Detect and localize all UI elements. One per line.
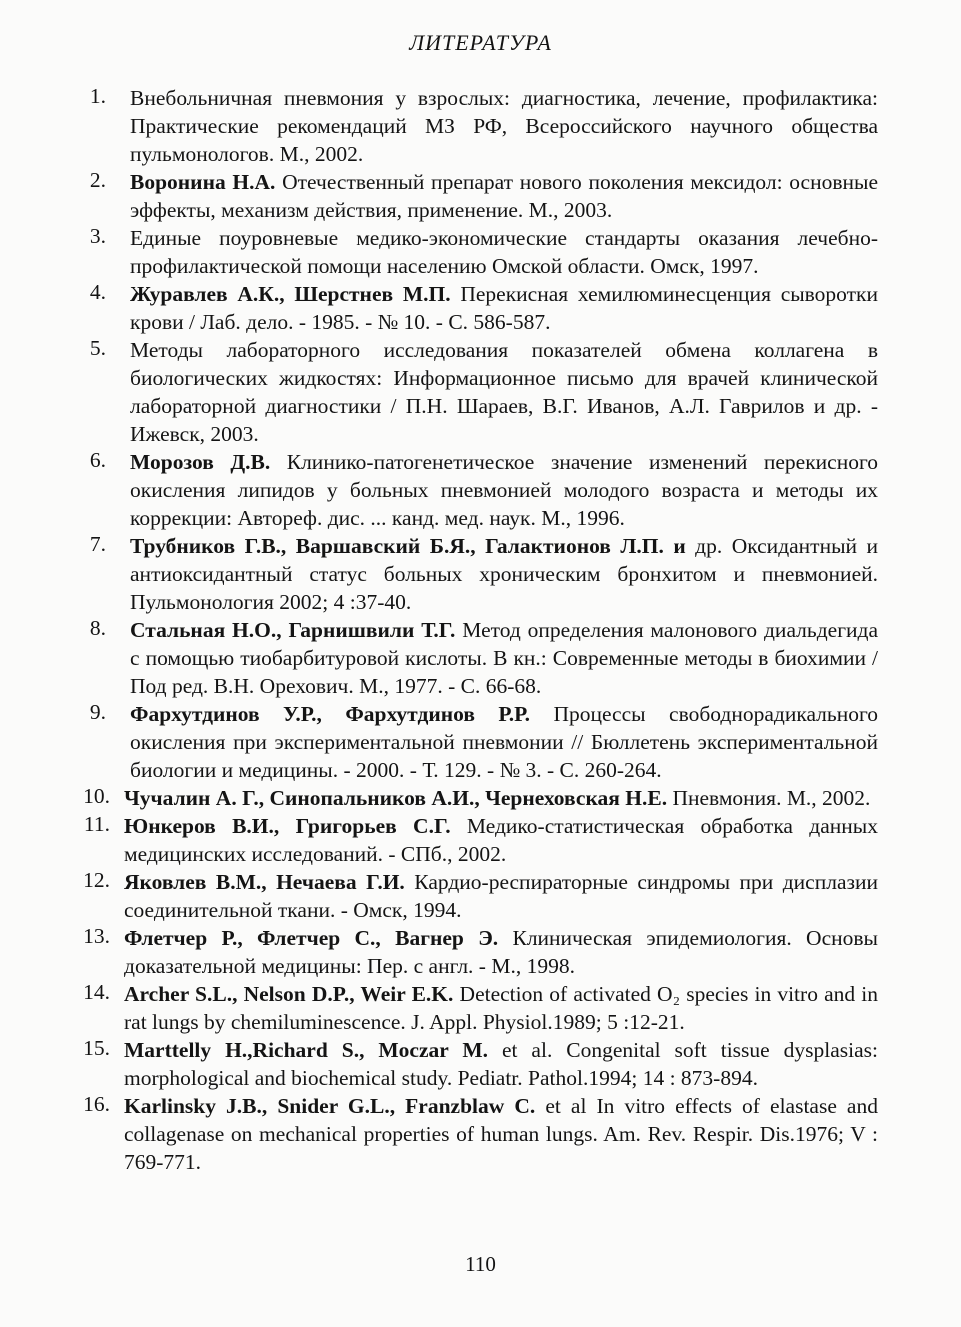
reference-text [130,700,878,784]
reference-item [0,168,961,224]
reference-number: 1. [89,84,106,108]
reference-number: 13. [83,924,110,948]
reference-item [0,224,961,280]
page-title: ЛИТЕРАТУРА [409,30,552,55]
reference-author: Archer S.L., Nelson D.P., Weir E.K. [124,982,454,1006]
reference-author: Морозов Д.В. [130,450,271,474]
reference-text [130,224,878,280]
reference-number: 11. [83,812,110,836]
reference-item [0,1092,961,1176]
reference-body: Внебольничная пневмония у взрослых: диагностика, лечение, профилактика: Практические рекомендаций МЗ РФ, Всероссийского научного общества пульмонологов. М., 2002. [130,86,878,166]
reference-author: Воронина Н.А. [130,170,276,194]
reference-text [124,1036,878,1092]
reference-text [124,1092,878,1176]
reference-author: Яковлев В.М., Нечаева Г.И. [124,870,405,894]
reference-text [124,980,878,1036]
reference-body: et al. Congenital soft tissue dysplasias: morphological and biochemical study. Pediatr. Pathol.1994; 14 : 873-894. [124,1038,878,1090]
reference-number: 14. [83,980,110,1004]
reference-number: 8. [89,616,106,640]
reference-body: Перекисная хемилюминесценция сыворотки крови / Лаб. дело. - 1985. - № 10. - С. 586-587. [130,282,878,334]
reference-author: Marttelly H.,Richard S., Moczar M. [124,1038,489,1062]
reference-body: Клинико-патогенетическое значение изменений перекисного окисления липидов у больных пневмонией молодого возраста и методы их коррекции: Автореф. дис. ... канд. мед. наук. М., 1996. [130,450,878,530]
reference-body: Методы лабораторного исследования показателей обмена коллагена в биологических жидкостях: Информационное письмо для врачей клинической лабораторной диагностики / П.Н. Шараев, В.Г. Иванов, А.Л. Гаврилов и др. - Ижевск, 2003. [130,338,878,446]
reference-author: Чучалин А. Г., Синопальников А.И., Чернеховская Н.Е. [124,786,668,810]
reference-body: Процессы свободнорадикального окисления при экспериментальной пневмонии // Бюллетень экспериментальной биологии и медицины. - 2000. - Т. 129. - № 3. - С. 260-264. [130,702,878,782]
reference-text [124,812,878,868]
reference-author: Трубников Г.В., Варшавский Б.Я., Галактионов Л.П. и [130,534,686,558]
reference-text [130,336,878,448]
reference-text [130,616,878,700]
reference-text [124,868,878,924]
reference-text [130,448,878,532]
reference-number: 12. [83,868,110,892]
reference-item [0,812,961,868]
reference-item [0,980,961,1036]
reference-number: 9. [89,700,106,724]
reference-item [0,532,961,616]
reference-author: Стальная Н.О., Гарнишвили Т.Г. [130,618,456,642]
reference-author: Журавлев А.К., Шерстнев М.П. [130,282,451,306]
reference-number: 2. [89,168,106,192]
reference-number: 16. [83,1092,110,1116]
reference-number: 5. [89,336,106,360]
reference-item [0,616,961,700]
reference-list [0,84,961,1176]
reference-body: Единые поуровневые медико-экономические стандарты оказания лечебно-профилактической помощи населению Омской области. Омск, 1997. [130,226,878,278]
reference-text [130,84,878,168]
reference-item [0,868,961,924]
reference-author: Флетчер Р., Флетчер С., Вагнер Э. [124,926,499,950]
reference-number: 10. [83,784,110,808]
reference-item [0,700,961,784]
reference-text [130,280,878,336]
reference-number: 6. [89,448,106,472]
reference-number: 3. [89,224,106,248]
reference-item [0,336,961,448]
reference-author: Фархутдинов У.Р., Фархутдинов Р.Р. [130,702,531,726]
reference-body: Клиническая эпидемиология. Основы доказательной медицины: Пер. с англ. - М., 1998. [124,926,878,978]
reference-author: Karlinsky J.B., Snider G.L., Franzblaw C. [124,1094,536,1118]
reference-body: Кардио-респираторные синдромы при дисплазии соединительной ткани. - Омск, 1994. [124,870,878,922]
reference-body: Detection of activated O₂ species in vitro and in rat lungs by chemiluminescence. J. Appl. Physiol.1989; 5 :12-21. [124,982,879,1034]
reference-item [0,784,961,812]
reference-author: Юнкеров В.И., Григорьев С.Г. [124,814,451,838]
reference-number: 7. [89,532,106,556]
reference-number: 15. [83,1036,110,1060]
reference-text [130,532,878,616]
reference-item [0,1036,961,1092]
reference-body: Метод определения малонового диальдегида с помощью тиобарбитуровой кислоты. В кн.: Современные методы в биохимии / Под ред. В.Н. Орехович. М., 1977. - С. 66-68. [130,618,878,698]
page-number: 110 [465,1252,496,1276]
reference-body: Пневмония. М., 2002. [667,786,871,810]
reference-text [124,924,878,980]
reference-body: др. Оксидантный и антиоксидантный статус больных хроническим бронхитом и пневмонией. Пульмонология 2002; 4 :37-40. [130,534,878,614]
reference-item [0,924,961,980]
reference-item [0,84,961,168]
reference-number: 4. [89,280,106,304]
reference-body: Отечественный препарат нового поколения мексидол: основные эффекты, механизм действия, применение. М., 2003. [130,170,878,222]
reference-item [0,280,961,336]
reference-body: et al In vitro effects of elastase and collagenase on mechanical properties of human lungs. Am. Rev. Respir. Dis.1976; V : 769-771. [124,1094,878,1174]
reference-text [124,784,878,812]
reference-body: Медико-статистическая обработка данных медицинских исследований. - СПб., 2002. [124,814,878,866]
reference-item [0,448,961,532]
reference-text [130,168,878,224]
